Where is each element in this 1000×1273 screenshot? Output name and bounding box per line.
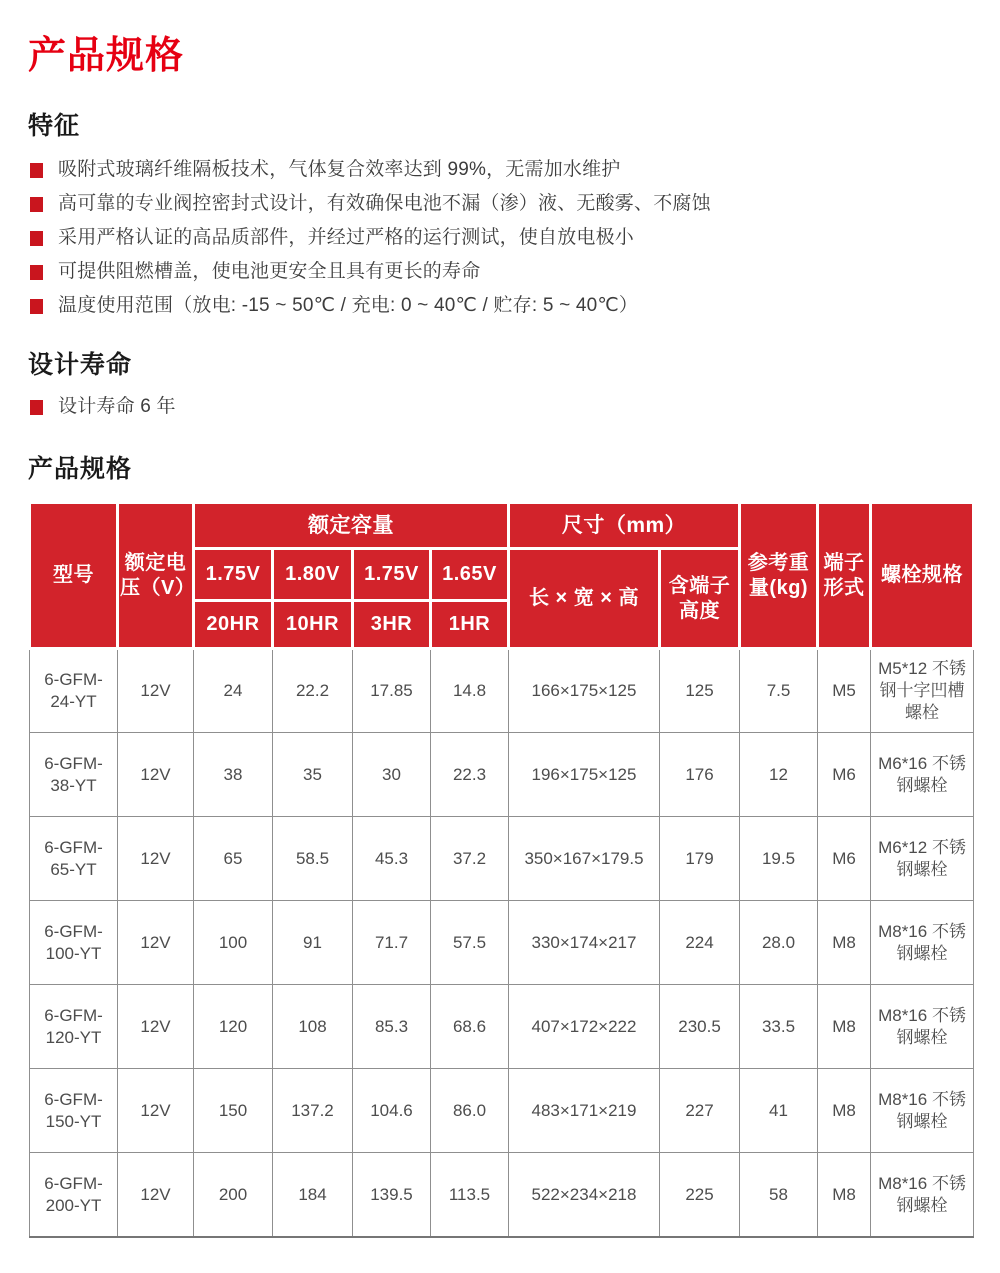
feature-text: 吸附式玻璃纤维隔板技术，气体复合效率达到 99%，无需加水维护 (58, 158, 621, 180)
value-cell: 108 (273, 985, 353, 1069)
value-cell: 58 (740, 1153, 818, 1237)
value-cell: M8 (818, 1153, 871, 1237)
value-cell: M6*12 不锈钢螺栓 (871, 817, 974, 901)
value-cell: 113.5 (431, 1153, 509, 1237)
table-row (30, 649, 974, 733)
value-cell: 65 (194, 817, 273, 901)
value-cell: 522×234×218 (509, 1153, 660, 1237)
value-cell: 100 (194, 901, 273, 985)
value-cell: 12V (118, 649, 194, 733)
col-header-capacity-rate: 10HR (273, 601, 353, 649)
value-cell: 120 (194, 985, 273, 1069)
table-row (30, 901, 974, 985)
list-item (28, 262, 972, 282)
value-cell: M6*16 不锈钢螺栓 (871, 733, 974, 817)
value-cell: 71.7 (353, 901, 431, 985)
value-cell: 196×175×125 (509, 733, 660, 817)
bullet-square-icon (30, 299, 43, 314)
bullet-square-icon (30, 231, 43, 246)
value-cell: 483×171×219 (509, 1069, 660, 1153)
model-cell: 6-GFM-24-YT (30, 649, 118, 733)
value-cell: 12V (118, 1153, 194, 1237)
value-cell: 230.5 (660, 985, 740, 1069)
value-cell: 12 (740, 733, 818, 817)
list-item (28, 296, 972, 316)
value-cell: 58.5 (273, 817, 353, 901)
value-cell: 12V (118, 1069, 194, 1153)
value-cell: 12V (118, 985, 194, 1069)
col-header-capacity-voltage: 1.80V (273, 549, 353, 601)
value-cell: 350×167×179.5 (509, 817, 660, 901)
specs-heading: 产品规格 (28, 455, 133, 484)
col-header-terminal-type: 端子形式 (818, 503, 871, 649)
design-life-list (28, 397, 972, 417)
model-cell: 6-GFM-100-YT (30, 901, 118, 985)
spec-table-header (30, 503, 974, 649)
col-group-rated-capacity: 额定容量 (194, 503, 509, 549)
page-title: 产品规格 (28, 35, 185, 77)
value-cell: 68.6 (431, 985, 509, 1069)
value-cell: M8*16 不锈钢螺栓 (871, 1153, 974, 1237)
model-cell: 6-GFM-120-YT (30, 985, 118, 1069)
value-cell: 12V (118, 733, 194, 817)
value-cell: 224 (660, 901, 740, 985)
design-life-text: 设计寿命 6 年 (58, 396, 176, 418)
value-cell: 45.3 (353, 817, 431, 901)
value-cell: 184 (273, 1153, 353, 1237)
value-cell: 407×172×222 (509, 985, 660, 1069)
table-row (30, 1153, 974, 1237)
bullet-square-icon (30, 265, 43, 280)
value-cell: M8 (818, 901, 871, 985)
features-list (28, 160, 972, 316)
spec-table (28, 501, 975, 1238)
value-cell: 227 (660, 1069, 740, 1153)
spec-table-body (30, 649, 974, 1237)
value-cell: M6 (818, 733, 871, 817)
features-heading: 特征 (28, 111, 81, 140)
value-cell: 91 (273, 901, 353, 985)
model-cell: 6-GFM-150-YT (30, 1069, 118, 1153)
col-header-capacity-rate: 1HR (431, 601, 509, 649)
value-cell: 17.85 (353, 649, 431, 733)
col-header-capacity-voltage: 1.75V (194, 549, 273, 601)
list-item (28, 397, 972, 417)
value-cell: 57.5 (431, 901, 509, 985)
value-cell: 200 (194, 1153, 273, 1237)
col-header-rated-voltage: 额定电压（V） (118, 503, 194, 649)
feature-text: 高可靠的专业阀控密封式设计，有效确保电池不漏（渗）液、无酸雾、不腐蚀 (58, 192, 711, 214)
value-cell: 179 (660, 817, 740, 901)
value-cell: 35 (273, 733, 353, 817)
value-cell: 125 (660, 649, 740, 733)
model-cell: 6-GFM-200-YT (30, 1153, 118, 1237)
value-cell: 22.2 (273, 649, 353, 733)
table-row (30, 985, 974, 1069)
list-item (28, 160, 972, 180)
value-cell: 7.5 (740, 649, 818, 733)
col-header-capacity-rate: 20HR (194, 601, 273, 649)
col-header-capacity-rate: 3HR (353, 601, 431, 649)
bullet-square-icon (30, 400, 43, 415)
value-cell: 14.8 (431, 649, 509, 733)
value-cell: 12V (118, 901, 194, 985)
value-cell: 28.0 (740, 901, 818, 985)
value-cell: M6 (818, 817, 871, 901)
table-row (30, 1069, 974, 1153)
value-cell: 33.5 (740, 985, 818, 1069)
col-header-capacity-voltage: 1.65V (431, 549, 509, 601)
value-cell: 85.3 (353, 985, 431, 1069)
design-life-heading: 设计寿命 (28, 351, 133, 380)
col-header-terminal-height: 含端子高度 (660, 549, 740, 649)
value-cell: M5 (818, 649, 871, 733)
value-cell: 225 (660, 1153, 740, 1237)
feature-text: 温度使用范围（放电: -15 ~ 50℃ / 充电: 0 ~ 40℃ / 贮存: 5 ~ 40℃） (58, 294, 639, 316)
value-cell: 330×174×217 (509, 901, 660, 985)
list-item (28, 194, 972, 214)
value-cell: 30 (353, 733, 431, 817)
col-header-model: 型号 (30, 503, 118, 649)
value-cell: 37.2 (431, 817, 509, 901)
col-header-ref-weight: 参考重量(kg) (740, 503, 818, 649)
value-cell: 139.5 (353, 1153, 431, 1237)
list-item (28, 228, 972, 248)
value-cell: 38 (194, 733, 273, 817)
bullet-square-icon (30, 163, 43, 178)
col-group-dimensions: 尺寸（mm） (509, 503, 740, 549)
table-row (30, 817, 974, 901)
value-cell: 12V (118, 817, 194, 901)
col-header-capacity-voltage: 1.75V (353, 549, 431, 601)
col-header-bolt-spec: 螺栓规格 (871, 503, 974, 649)
value-cell: 104.6 (353, 1069, 431, 1153)
value-cell: 86.0 (431, 1069, 509, 1153)
value-cell: 19.5 (740, 817, 818, 901)
feature-text: 采用严格认证的高品质部件，并经过严格的运行测试，使自放电极小 (58, 226, 635, 248)
value-cell: 41 (740, 1069, 818, 1153)
model-cell: 6-GFM-38-YT (30, 733, 118, 817)
col-header-lwh: 长 × 宽 × 高 (509, 549, 660, 649)
value-cell: M8*16 不锈钢螺栓 (871, 985, 974, 1069)
value-cell: 137.2 (273, 1069, 353, 1153)
feature-text: 可提供阻燃槽盖，使电池更安全且具有更长的寿命 (58, 260, 481, 282)
value-cell: 150 (194, 1069, 273, 1153)
value-cell: 176 (660, 733, 740, 817)
value-cell: 22.3 (431, 733, 509, 817)
value-cell: M8*16 不锈钢螺栓 (871, 901, 974, 985)
value-cell: M5*12 不锈钢十字凹槽螺栓 (871, 649, 974, 733)
value-cell: M8*16 不锈钢螺栓 (871, 1069, 974, 1153)
table-row (30, 733, 974, 817)
value-cell: 24 (194, 649, 273, 733)
value-cell: 166×175×125 (509, 649, 660, 733)
value-cell: M8 (818, 1069, 871, 1153)
model-cell: 6-GFM-65-YT (30, 817, 118, 901)
value-cell: M8 (818, 985, 871, 1069)
bullet-square-icon (30, 197, 43, 212)
